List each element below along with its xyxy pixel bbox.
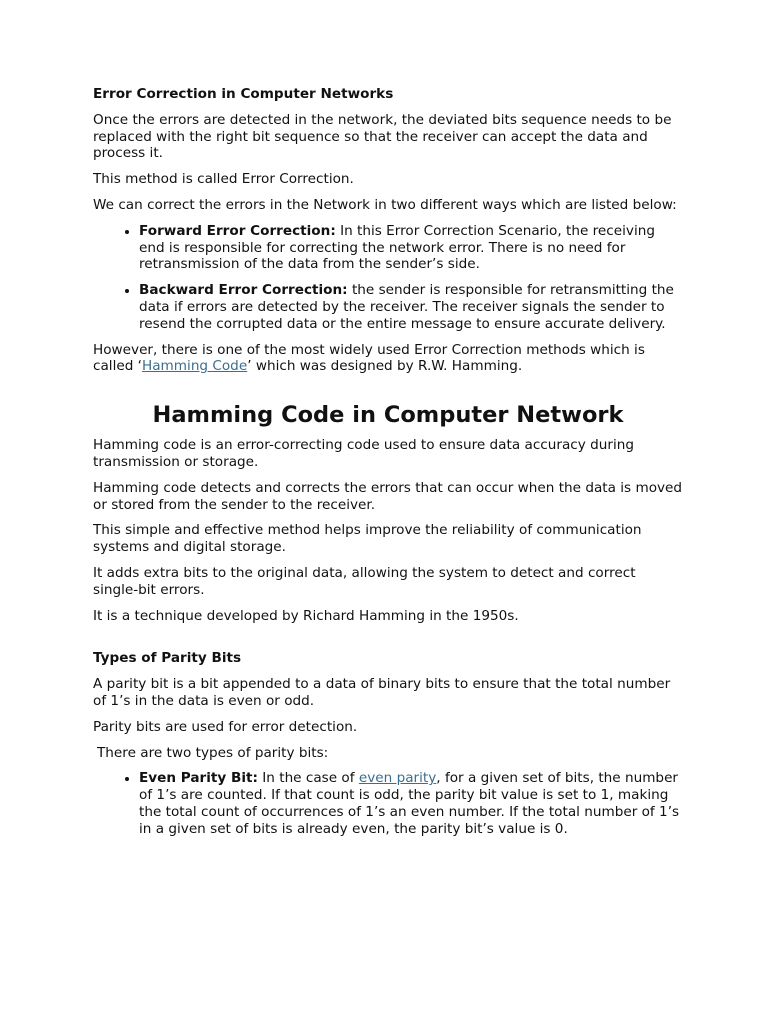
document-page <box>93 86 683 847</box>
section-spacer <box>93 633 683 650</box>
page-title-hamming-code: Hamming Code in Computer Network <box>152 402 624 429</box>
paragraph-hamming-history: It is a technique developed by Richard Hamming in the 1950s. <box>93 607 519 624</box>
even-parity-before: In the case of <box>257 770 359 787</box>
paragraph-hamming-detects: Hamming code detects and corrects the errors that can occur when the data is moved or stored from the sender to the receiver. <box>93 479 683 513</box>
paragraph-hamming-definition: Hamming code is an error-correcting code used to ensure data accuracy during transmission or storage. <box>93 437 634 470</box>
paragraph-parity-types: There are two types of parity bits: <box>97 744 329 761</box>
section-heading-error-correction: Error Correction in Computer Networks <box>93 86 394 102</box>
hamming-reference-before: However, there is one of the most widely used Error Correction methods which is called ‘ <box>93 341 645 375</box>
even-parity-after: , for a given set of bits, the number of 1’s are counted. If that count is odd, the parity bit value is set to 1, making the total count of occurrences of 1’s an even number. If the total number of 1’s in a given set of bits is already even, the parity bit’s value is 0. <box>139 770 680 837</box>
paragraph-two-ways: We can correct the errors in the Network in two different ways which are listed below: <box>93 196 677 213</box>
list-item-even-parity <box>139 770 683 837</box>
desc-forward-error-correction: In this Error Correction Scenario, the receiving end is responsible for correcting the network error. There is no need for retransmission of the data from the sender’s side. <box>139 222 655 273</box>
paragraph-hamming-reliability: This simple and effective method helps improve the reliability of communication systems and digital storage. <box>93 522 642 556</box>
section-heading-parity-bits: Types of Parity Bits <box>93 650 242 667</box>
paragraph-hamming-reference <box>93 342 683 376</box>
paragraph-method-name: This method is called Error Correction. <box>93 171 354 188</box>
paragraph-parity-usage: Parity bits are used for error detection. <box>93 718 358 735</box>
desc-backward-error-correction: the sender is responsible for retransmitting the data if errors are detected by the receiver. The receiver signals the sender to resend the corrupted data or the entire message to ensure accurate delivery. <box>139 282 674 332</box>
hamming-code-link[interactable]: Hamming Code <box>142 358 248 375</box>
error-correction-list <box>93 223 683 333</box>
list-item-forward-error-correction <box>139 223 683 273</box>
paragraph-hamming-extra-bits: It adds extra bits to the original data, allowing the system to detect and correct single-bit errors. <box>93 564 636 598</box>
parity-types-list <box>93 770 683 837</box>
term-forward-error-correction: Forward Error Correction: <box>139 222 336 239</box>
even-parity-link[interactable]: even parity <box>358 770 437 787</box>
paragraph-error-correction-intro: Once the errors are detected in the network, the deviated bits sequence needs to be replaced with the right bit sequence so that the receiver can accept the data and process it. <box>93 111 672 162</box>
paragraph-parity-definition: A parity bit is a bit appended to a data of binary bits to ensure that the total number of 1’s in the data is even or odd. <box>93 676 671 709</box>
term-backward-error-correction: Backward Error Correction: <box>139 282 348 299</box>
term-even-parity: Even Parity Bit: <box>139 770 258 787</box>
hamming-reference-after: ’ which was designed by R.W. Hamming. <box>247 358 523 375</box>
list-item-backward-error-correction <box>139 282 683 332</box>
